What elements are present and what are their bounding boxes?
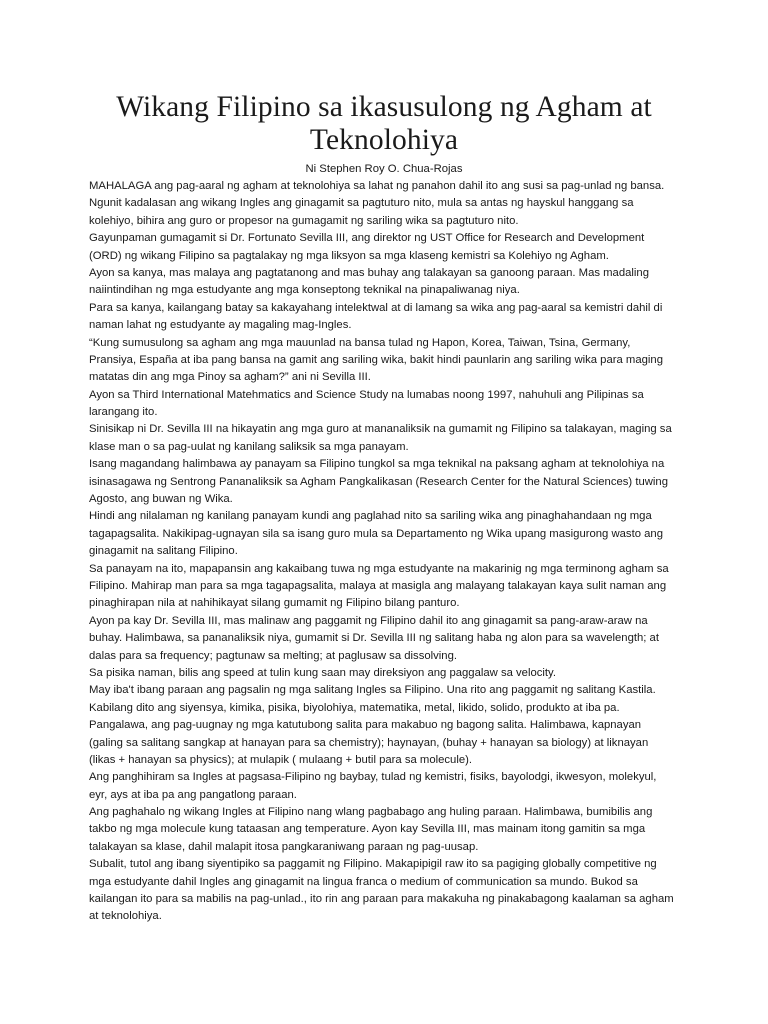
body-line: Ayon sa Third International Matehmatics and Science Study na lumabas noong 1997, nahuhuli ang Pilipinas sa — [89, 388, 644, 401]
document-title — [60, 91, 708, 157]
body-line: Pransiya, España at iba pang bansa na gamit ang sariling wika, bakit hindi paunlarin ang sariling wika para maging — [89, 353, 663, 366]
body-line: Kabilang dito ang siyensya, kimika, pisika, biyolohiya, matematika, metal, likido, solido, produkto at iba pa. — [89, 701, 620, 714]
body-line: naiintindihan ng mga estudyante ang mga konseptong teknikal na pinapaliwanag niya. — [89, 284, 520, 297]
author-byline: Ni Stephen Roy O. Chua-Rojas — [305, 163, 463, 175]
body-line: (likas + hanayan sa physics); at mulapik ( mulaang + butil para sa molecule). — [89, 753, 473, 766]
body-line: Subalit, tutol ang ibang siyentipiko sa paggamit ng Filipino. Makapipigil raw ito sa pagiging globally competitive ng — [89, 858, 657, 871]
body-line: mga estudyante dahil Ingles ang ginagamit na lingua franca o medium of communication sa mundo. Bukod sa — [89, 875, 638, 888]
body-line: at teknolohiya. — [89, 910, 162, 923]
body-line: Para sa kanya, kailangang batay sa kakayahang intelektwal at di lamang sa wika ang pag-aaral sa kemistri dahil di — [89, 301, 663, 314]
body-line: Gayunpaman gumagamit si Dr. Fortunato Sevilla III, ang direktor ng UST Office for Research and Development — [89, 232, 645, 245]
body-line: tagapagsalita. Nakikipag-ugnayan sila sa isang guro mula sa Departamento ng Wika upang masigurong wasto ang — [89, 527, 663, 540]
body-line: kolehiyo, bihira ang guro or propesor na gumagamit ng sariling wika sa pagtuturo nito. — [89, 214, 519, 227]
body-line: Agosto, ang buwan ng Wika. — [89, 493, 233, 506]
body-line: talakayan sa klase, dahil malapit itosa pangkaraniwang paraan ng pag-uusap. — [89, 840, 479, 853]
body-line: dalas para sa frequency; pagtunaw sa melting; at paglusaw sa dissolving. — [89, 649, 457, 662]
body-line: “Kung sumusulong sa agham ang mga mauunlad na bansa tulad ng Hapon, Korea, Taiwan, Tsina, Germany, — [89, 336, 631, 349]
body-line: matatas din ang mga Pinoy sa agham?” ani ni Sevilla III. — [89, 371, 371, 384]
body-line: Ayon pa kay Dr. Sevilla III, mas malinaw ang paggamit ng Filipino dahil ito ang ginagamit sa pang-araw-araw na — [89, 614, 648, 627]
body-line: Sa panayam na ito, mapapansin ang kakaibang tuwa ng mga estudyante na makarinig ng mga terminong agham sa — [89, 562, 669, 575]
body-line: Ang panghihiram sa Ingles at pagsasa-Filipino ng baybay, tulad ng kemistri, fisiks, bayolodgi, ikwesyon, molekyul, — [89, 771, 657, 784]
body-line: ginagamit na salitang Filipino. — [89, 545, 238, 558]
body-line: (ORD) ng wikang Filipino sa pagtalakay ng mga liksyon sa mga klaseng kemistri sa Kolehiyo ng Agham. — [89, 249, 609, 262]
body-line: May iba't ibang paraan ang pagsalin ng mga salitang Ingles sa Filipino. Una rito ang paggamit ng salitang Kastila. — [89, 684, 656, 697]
body-line: kailangan ito para sa mabilis na pag-unlad., ito rin ang paraan para makakuha ng pinakabagong kaalaman sa agham — [89, 893, 674, 906]
body-line: Filipino. Mahirap man para sa mga tagapagsalita, malaya at masigla ang malayang talakayan kaya sulit naman ang — [89, 579, 667, 592]
body-line: klase man o sa pag-uulat ng kanilang saliksik sa mga panayam. — [89, 440, 409, 453]
body-line: eyr, ays at iba pa ang pangatlong paraan. — [89, 788, 297, 801]
body-line: buhay. Halimbawa, sa pananaliksik niya, gumamit si Dr. Sevilla III ng salitang haba ng alon para sa wavelength; at — [89, 632, 659, 645]
body-line: Sa pisika naman, bilis ang speed at tulin kung saan may direksiyon ang paggalaw sa velocity. — [89, 666, 557, 679]
body-line: isinasagawa ng Sentrong Pananaliksik sa Agham Pangkalikasan (Research Center for the Natural Sciences) tuwing — [89, 475, 668, 488]
body-line: Sinisikap ni Dr. Sevilla III na hikayatin ang mga guro at mananaliksik na gumamit ng Filipino sa talakayan, maging sa — [89, 423, 672, 436]
body-line: MAHALAGA ang pag-aaral ng agham at teknolohiya sa lahat ng panahon dahil ito ang susi sa pag-unlad ng bansa. — [89, 180, 665, 192]
body-line: (galing sa salitang sangkap at hanayan para sa chemistry); haynayan, (buhay + hanayan sa biology) at liknayan — [89, 736, 649, 749]
body-line: Ngunit kadalasan ang wikang Ingles ang ginagamit sa pagtuturo nito, mula sa antas ng hayskul hanggang sa — [89, 197, 634, 210]
title-line-1: Wikang Filipino sa ikasusulong ng Agham at — [116, 91, 652, 123]
title-line-2: Teknolohiya — [309, 124, 459, 156]
body-line: Isang magandang halimbawa ay panayam sa Filipino tungkol sa mga teknikal na paksang agham at teknolohiya na — [89, 458, 665, 471]
body-line: Pangalawa, ang pag-uugnay ng mga katutubong salita para makabuo ng bagong salita. Halimbawa, kapnayan — [89, 719, 642, 732]
body-line: Hindi ang nilalaman ng kanilang panayam kundi ang paglahad nito sa sariling wika ang pinaghahandaan ng mga — [89, 510, 652, 523]
body-line: pinaghirapan nila at nahihikayat silang gumamit ng Filipino bilang panturo. — [89, 597, 460, 610]
article-body — [89, 178, 709, 926]
body-line: Ang paghahalo ng wikang Ingles at Filipino nang wlang pagbabago ang huling paraan. Halimbawa, bumibilis ang — [89, 806, 653, 819]
body-line: larangang ito. — [89, 406, 158, 419]
body-line: Ayon sa kanya, mas malaya ang pagtatanong and mas buhay ang talakayan sa ganoong paraan. Mas madaling — [89, 266, 649, 279]
body-line: naman lahat ng estudyante ay magaling mag-Ingles. — [89, 319, 352, 332]
body-line: takbo ng mga molecule kung tataasan ang temperature. Ayon kay Sevilla III, mas mainam itong gamitin sa mga — [89, 823, 646, 836]
